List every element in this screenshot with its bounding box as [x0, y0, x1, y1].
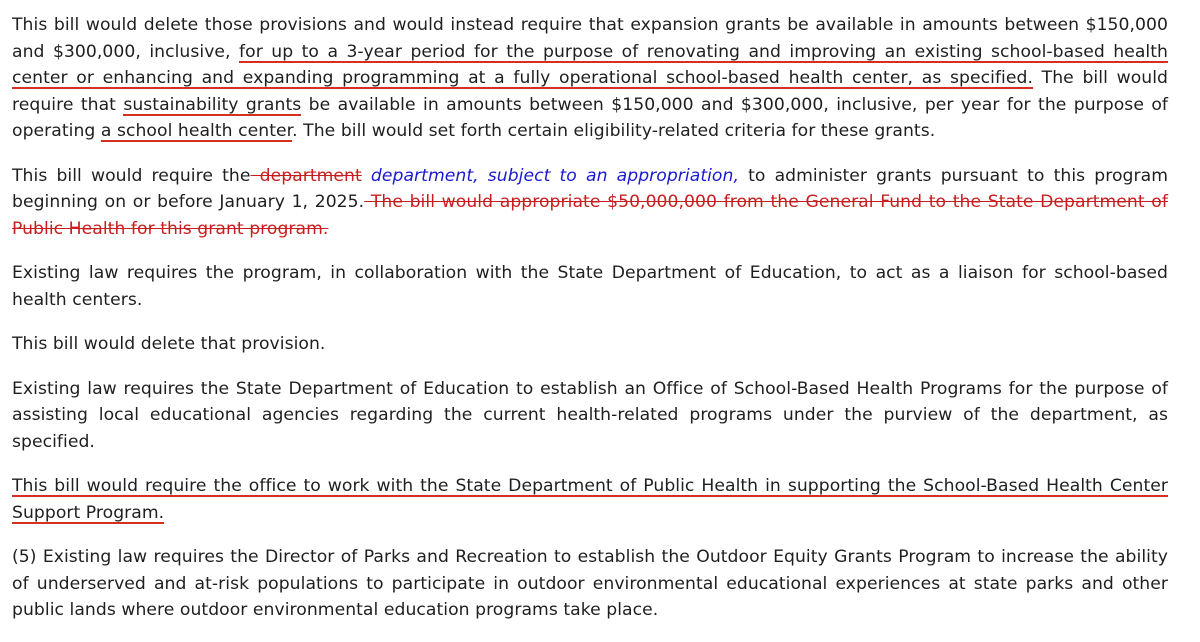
paragraph-expansion-grants [12, 12, 1168, 145]
deleted-text: The bill would appropriate $50,000,000 from the General Fund to the State Department of Public Health for this grant program. [12, 192, 1168, 239]
highlighted-text: a school health center [100, 121, 293, 141]
paragraph-outdoor-equity: (5) Existing law requires the Director of Parks and Recreation to establish the Outdoor Equity Grants Program to increase the ability of underserved and at-risk populations to participate in outdoor environmental educational experiences at state parks and other public lands where outdoor environmental education programs take place. [12, 547, 1168, 620]
text-run: . The bill would set forth certain eligibility-related criteria for these grants. [292, 121, 936, 141]
inserted-text: department, subject to an appropriation, [361, 165, 739, 186]
highlighted-text: sustainability grants [123, 94, 302, 115]
highlighted-text: for up to a 3-year period for the purpose of renovating and improving an existing school-based health center or enhancing and expanding programming at a fully operational school-based health center, as specified. [12, 41, 1168, 88]
text-run: to administer grants pursuant to this program beginning on or before January 1, 2025. [12, 165, 1168, 212]
highlighted-text: This bill would require the office to work with the State Department of Public Health in supporting the School-Based Health Center Support Program. [12, 476, 1168, 523]
paragraph-liaison: Existing law requires the program, in collaboration with the State Department of Education, to act as a liaison for school-based health centers. [12, 263, 1168, 310]
paragraph-department-administer [12, 163, 1168, 243]
text-run: This bill would delete those provisions and would instead require that expansion grants be available in amounts between $150,000 and $300,000, inclusive, [12, 15, 1168, 62]
paragraph-delete-provision: This bill would delete that provision. [12, 334, 326, 354]
paragraph-office-school-health: Existing law requires the State Department of Education to establish an Office of School-Based Health Programs for the purpose of assisting local educational agencies regarding the current health-related programs under the purview of the department, as specified. [12, 378, 1168, 452]
text-run: The bill would require that [12, 68, 1168, 115]
paragraph-office-work [12, 473, 1168, 526]
deleted-text: department [250, 165, 362, 186]
text-run: This bill would require the [12, 165, 251, 186]
text-run: be available in amounts between $150,000 and $300,000, inclusive, per year for the purpose of operating [12, 94, 1168, 141]
